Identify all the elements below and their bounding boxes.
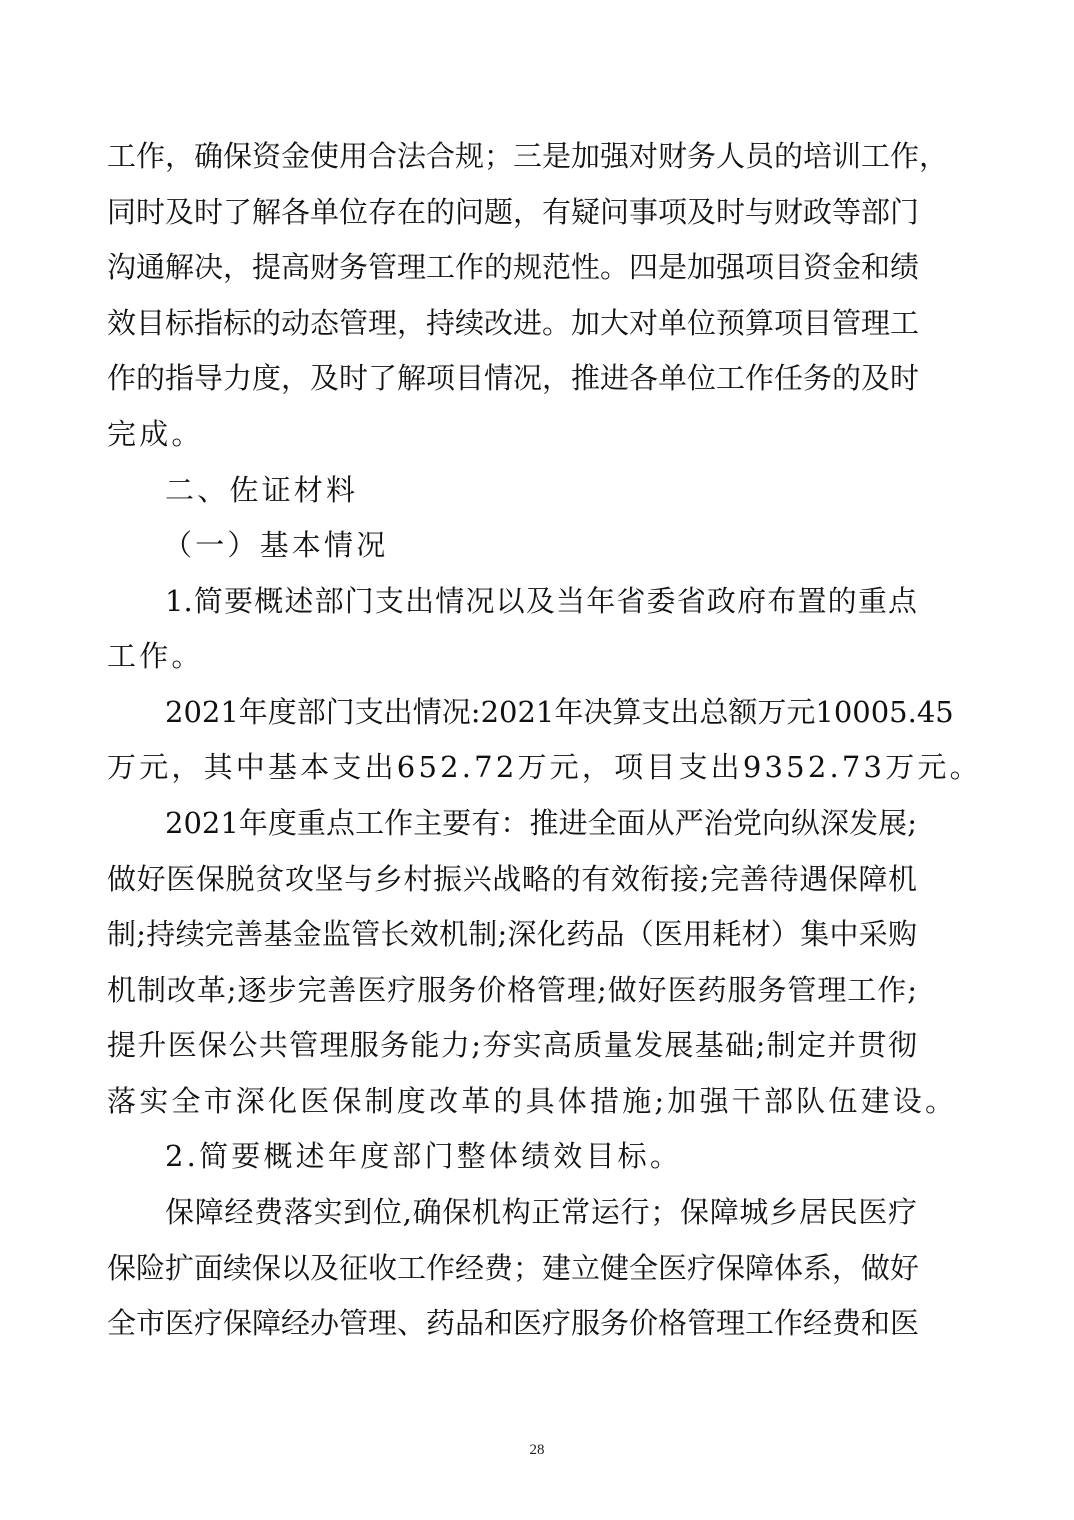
paragraph-line: 完成。 bbox=[107, 417, 204, 451]
paragraph-line: 保险扩面续保以及征收工作经费；建立健全医疗保障体系，做好 bbox=[107, 1251, 920, 1285]
paragraph-line: 保障经费落实到位,确保机构正常运行；保障城乡居民医疗 bbox=[165, 1195, 917, 1229]
paragraph-line: 万元，其中基本支出652.72万元，项目支出9352.73万元。 bbox=[107, 750, 982, 784]
paragraph-line: 做好医保脱贫攻坚与乡村振兴战略的有效衔接;完善待遇保障机 bbox=[107, 862, 917, 896]
paragraph-line: 2.简要概述年度部门整体绩效目标。 bbox=[165, 1139, 683, 1173]
subsection-heading: （一）基本情况 bbox=[163, 528, 389, 562]
paragraph-line: 机制改革;逐步完善医疗服务价格管理;做好医药服务管理工作; bbox=[107, 973, 917, 1007]
section-heading: 二、佐证材料 bbox=[165, 473, 359, 507]
paragraph-line: 制;持续完善基金监管长效机制;深化药品（医用耗材）集中采购 bbox=[107, 917, 917, 951]
paragraph-line: 2021年度部门支出情况:2021年决算支出总额万元10005.45 bbox=[165, 695, 954, 729]
paragraph-line: 2021年度重点工作主要有：推进全面从严治党向纵深发展; bbox=[165, 806, 917, 840]
page-number: 28 bbox=[529, 1442, 545, 1458]
paragraph-line: 1.简要概述部门支出情况以及当年省委省政府布置的重点 bbox=[165, 584, 917, 618]
paragraph-line: 工作。 bbox=[107, 639, 204, 673]
paragraph-line: 落实全市深化医保制度改革的具体措施;加强干部队伍建设。 bbox=[107, 1084, 958, 1118]
paragraph-line: 工作，确保资金使用合法合规；三是加强对财务人员的培训工作， bbox=[107, 139, 949, 173]
paragraph-line: 作的指导力度，及时了解项目情况，推进各单位工作任务的及时 bbox=[107, 361, 920, 395]
paragraph-line: 同时及时了解各单位存在的问题，有疑问事项及时与财政等部门 bbox=[107, 195, 920, 229]
paragraph-line: 提升医保公共管理服务能力;夯实高质量发展基础;制定并贯彻 bbox=[107, 1028, 917, 1062]
paragraph-line: 沟通解决，提高财务管理工作的规范性。四是加强项目资金和绩 bbox=[107, 250, 920, 284]
paragraph-line: 效目标指标的动态管理，持续改进。加大对单位预算项目管理工 bbox=[107, 306, 920, 340]
paragraph-line: 全市医疗保障经办管理、药品和医疗服务价格管理工作经费和医 bbox=[107, 1306, 920, 1340]
